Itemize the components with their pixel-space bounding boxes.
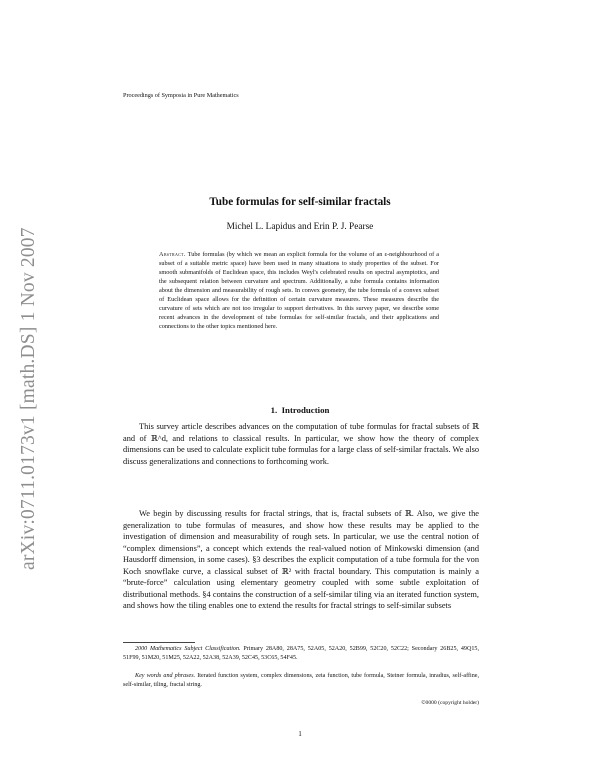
section-number: 1. <box>270 405 278 415</box>
section-heading <box>120 405 480 415</box>
intro-paragraph-1: This survey article describes advances on the computation of tube formulas for fractal subsets of ℝ and of ℝ^d, and relations to classical results. In particular, we show how the theory of complex dimensions can be used to calculate explicit tube formulas for a large class of self-similar fractals. We also discuss generalizations and connections to forthcoming work. <box>123 422 479 466</box>
footnote-rule <box>123 642 195 643</box>
paper-authors: Michel L. Lapidus and Erin P. J. Pearse <box>226 222 374 232</box>
abstract <box>159 250 439 331</box>
keywords-label: Key words and phrases. <box>135 673 196 679</box>
page-number: 1 <box>298 730 302 738</box>
abstract-text: Tube formulas (by which we mean an explicit formula for the volume of an ε-neighbourhood of a subset of a suitable metric space) have been used in many situations to study properties of the subset. For smooth submanifolds of Euclidean space, this includes Weyl's celebrated results on spectral asymptotics, and the subsequent relation between curvature and spectrum. Additionally, a tube formula contains information about the dimension and measurability of rough sets. In convex geometry, the tube formula of a convex subset of Euclidean space allows for the definition of certain curvature measures. These measures describe the curvature of sets which are not too irregular to support derivatives. In this survey paper, we describe some recent advances in the development of tube formulas for self-similar fractals, and their applications and connections to the other topics mentioned here. <box>159 251 440 331</box>
footnote-msc <box>123 645 479 662</box>
copyright-notice: ©0000 (copyright holder) <box>421 700 479 706</box>
running-head: Proceedings of Symposia in Pure Mathematics <box>123 92 239 99</box>
msc-codes: Primary 28A80, 28A75, 52A05, 52A20, 52B99, 52C20, 52C22; Secondary 26B25, 49Q15, 51F99, 51M20, 51M25, 52A22, 52A38, 52A39, 52C45, 53C65, 54F45. <box>123 646 479 661</box>
intro-paragraph-2: We begin by discussing results for fractal strings, that is, fractal subsets of ℝ. Also, we give the generalization to tube formulas of measures, and show how these results may be applied to the investigation of dimension and measurability of rough sets. In particular, we use the central notion of “complex dimensions”, a concept which extends the real-valued notion of Minkowski dimension (and Hausdorff dimension, in some cases). §3 describes the explicit computation of a tube formula for the von Koch snowflake curve, a classical subset of ℝ² with fractal boundary. This computation is mainly a “brute-force” calculation using elementary geometry coupled with some subtle exploitation of distributional methods. §4 contains the construction of a self-similar tiling via an iterated function system, and shows how the tiling enables one to extend the results for fractal strings to self-similar subsets <box>123 509 479 611</box>
paper-title: Tube formulas for self-similar fractals <box>209 196 391 208</box>
msc-label: 2000 Mathematics Subject Classification. <box>135 646 241 652</box>
footnote-keywords <box>123 672 479 689</box>
section-title: Introduction <box>281 405 330 415</box>
arxiv-stamp <box>18 178 44 570</box>
abstract-label: Abstract. <box>159 251 186 258</box>
keywords-text: Iterated function system, complex dimensions, zeta function, tube formula, Steiner formula, inradius, self-affine, self-similar, tiling, fractal string. <box>123 673 479 688</box>
arxiv-identifier: arXiv:0711.0173v1 [math.DS] 1 Nov 2007 <box>18 227 39 570</box>
